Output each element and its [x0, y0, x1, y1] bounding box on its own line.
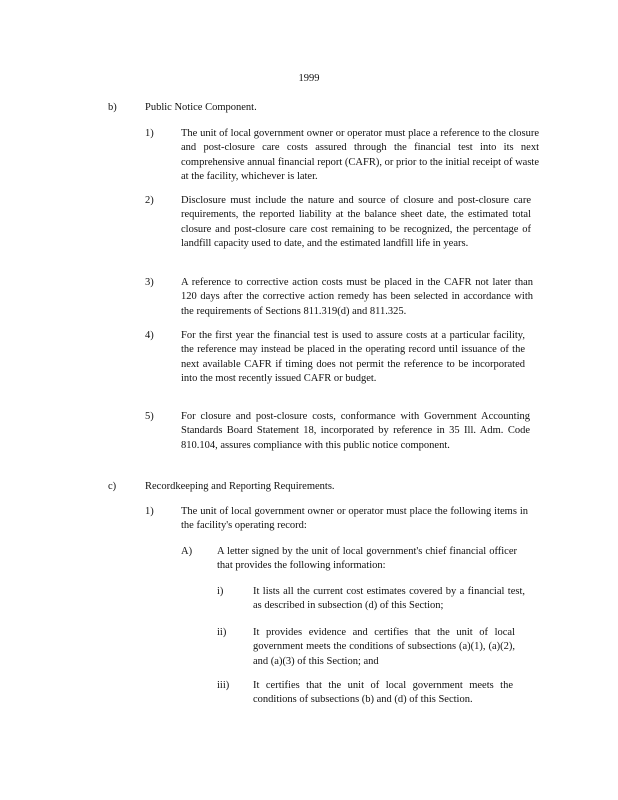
subitem-ii-label: ii)	[217, 627, 227, 638]
item-b3-text: A reference to corrective action costs must be placed in the CAFR not later than 120 days after the corrective action remedy has been selected in accordance with the requirements of Sections 811.319(d) and 811.325.	[181, 277, 533, 317]
subitem-i-label: i)	[217, 586, 224, 597]
item-c1-text: The unit of local government owner or operator must place the following items in the facility's operating record:	[181, 506, 528, 532]
item-c1-label: 1)	[145, 506, 154, 517]
section-c-label: c)	[108, 481, 117, 492]
subitem-ii-text: It provides evidence and certifies that the unit of local government meets the conditions of subsections (a)(1), (a)(2), and (a)(3) of this Section; and	[253, 627, 515, 667]
item-b5-text: For closure and post-closure costs, conformance with Government Accounting Standards Board Statement 18, incorporated by reference in 35 Ill. Adm. Code 810.104, assures compliance with this public notice component.	[181, 411, 530, 451]
item-b1-label: 1)	[145, 128, 154, 139]
page-header-year: 1999	[298, 73, 320, 84]
item-b3-label: 3)	[145, 277, 154, 288]
item-b5-label: 5)	[145, 411, 154, 422]
item-b2-label: 2)	[145, 195, 154, 206]
subitem-i-text: It lists all the current cost estimates covered by a financial test, as described in subsection (d) of this Section;	[253, 586, 525, 612]
item-b1-text: The unit of local government owner or operator must place a reference to the closure and post-closure care costs assured through the financial test into its next comprehensive annual financial report (CAFR), or prior to the initial receipt of waste at the facility, whichever is later.	[181, 128, 539, 183]
subitem-iii-text: It certifies that the unit of local government meets the conditions of subsections (b) and (d) of this Section.	[253, 680, 513, 706]
item-b2-text: Disclosure must include the nature and source of closure and post-closure care requirements, the reported liability at the balance sheet date, the estimated total closure and post-closure care cost remaining to be recognized, the percentage of landfill capacity used to date, and the estimated landfill life in years.	[181, 195, 531, 250]
item-b4-label: 4)	[145, 330, 154, 341]
item-cA-text: A letter signed by the unit of local government's chief financial officer that provides the following information:	[217, 546, 517, 572]
subitem-iii-label: iii)	[217, 680, 230, 691]
section-c-title: Recordkeeping and Reporting Requirements.	[145, 481, 335, 492]
section-b-label: b)	[108, 102, 117, 113]
item-b4-text: For the first year the financial test is used to assure costs at a particular facility, the reference may instead be placed in the operating record until issuance of the next available CAFR if timing does not permit the reference to be incorporated into the most recently issued CAFR or budget.	[181, 330, 525, 385]
section-b-title: Public Notice Component.	[145, 102, 257, 113]
item-cA-label: A)	[181, 546, 193, 557]
